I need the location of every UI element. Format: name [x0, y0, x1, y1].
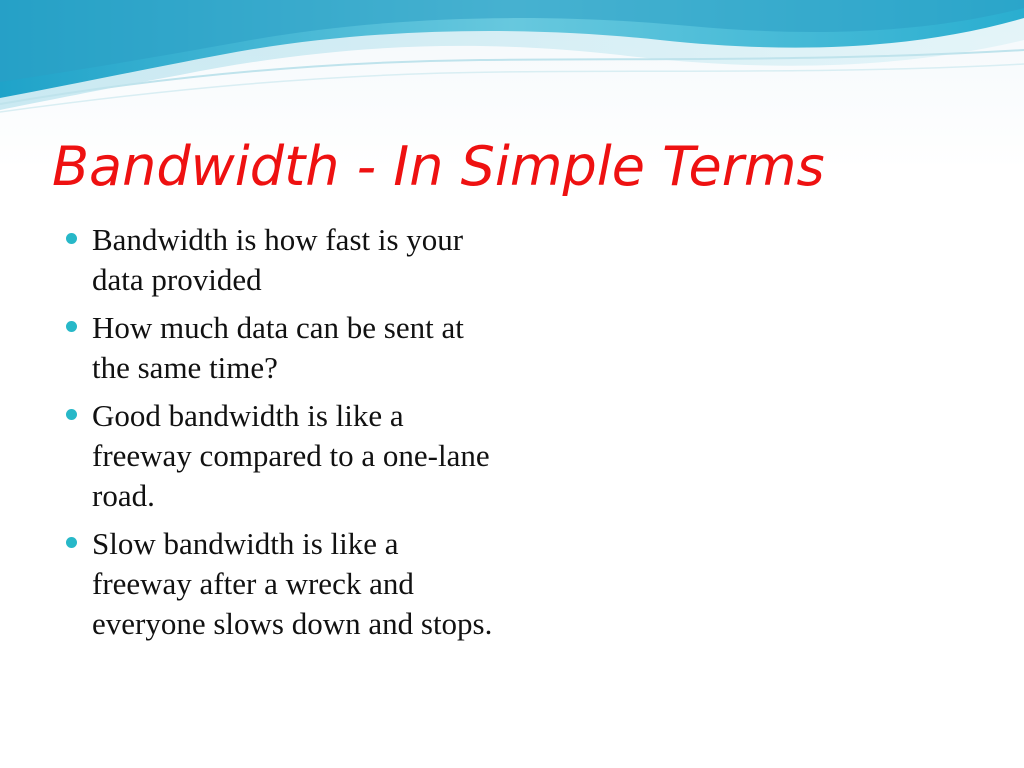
bullet-text: How much data can be sent at the same time?	[92, 310, 464, 385]
bullet-item	[62, 220, 502, 300]
slide-title: Bandwidth - In Simple Terms	[52, 135, 825, 198]
wave-banner-decoration	[0, 0, 1024, 120]
bullet-item	[62, 308, 502, 388]
bullet-icon	[66, 321, 77, 332]
bullet-icon	[66, 537, 77, 548]
bullet-list	[62, 220, 502, 652]
bullet-icon	[66, 233, 77, 244]
bullet-item	[62, 396, 502, 516]
bullet-text: Bandwidth is how fast is your data provided	[92, 222, 464, 297]
bullet-text: Good bandwidth is like a freeway compared to a one-lane road.	[92, 398, 490, 513]
bullet-icon	[66, 409, 77, 420]
bullet-item	[62, 524, 502, 644]
bullet-text: Slow bandwidth is like a freeway after a wreck and everyone slows down and stops.	[92, 526, 493, 641]
